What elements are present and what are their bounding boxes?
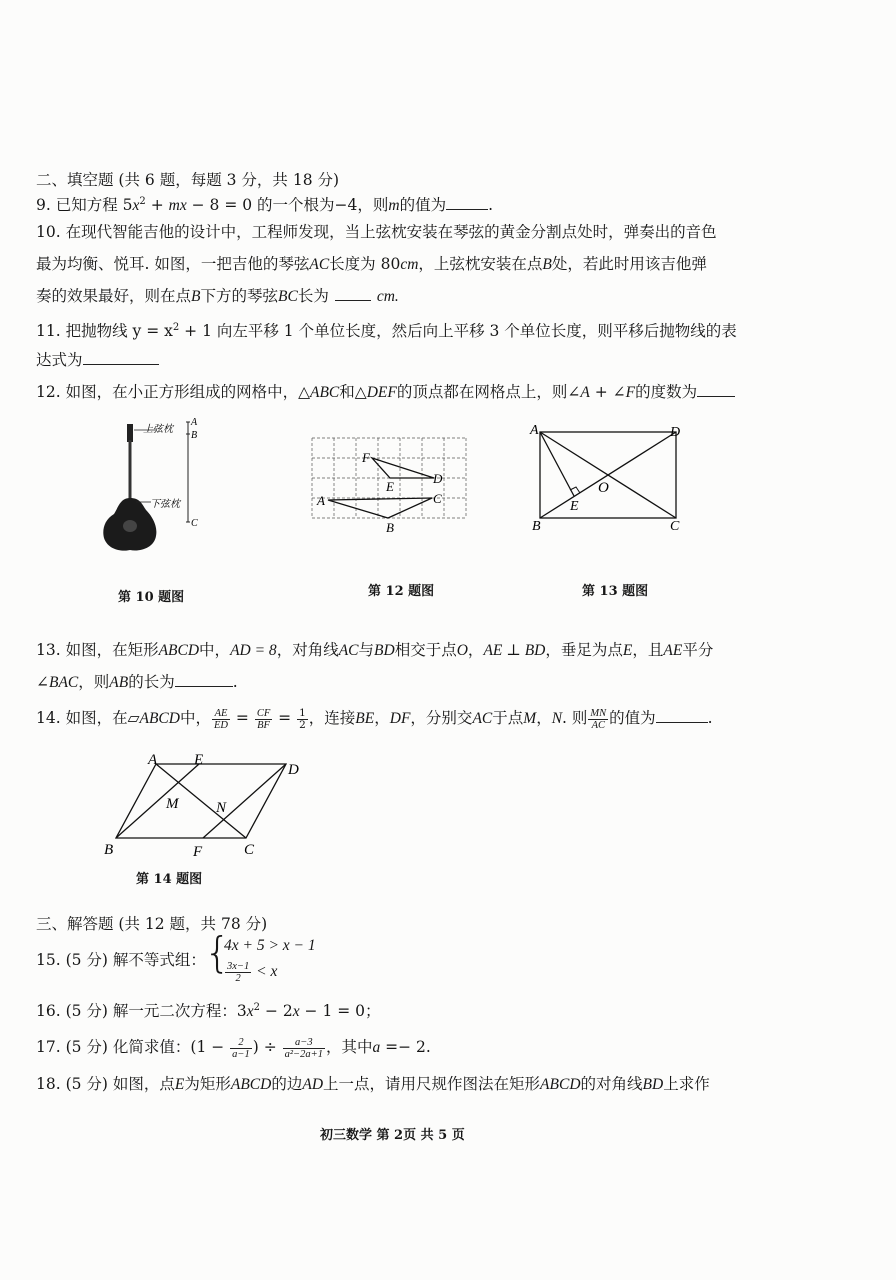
- figure-12-caption: 第 12 题图: [368, 584, 435, 599]
- question-13-line-1: 13. 如图，在矩形ABCD中，AD = 8，对角线AC与BD相交于点O，AE ⊥ BD，垂足为点E，且AE平分: [36, 641, 714, 659]
- inequality-1: 4x + 5 > x − 1: [224, 937, 316, 954]
- question-10-line-1: 10. 在现代智能吉他的设计中，工程师发现，当上弦枕安装在琴弦的黄金分割点处时，弹奏出的音色: [36, 223, 717, 241]
- point-A-label: A: [191, 417, 198, 428]
- system-brace: {: [204, 928, 231, 977]
- answer-blank-13[interactable]: [175, 672, 233, 687]
- point-M-label: M: [166, 796, 179, 812]
- answer-blank-11[interactable]: [83, 350, 159, 365]
- figure-10-caption: 第 10 题图: [118, 590, 185, 605]
- point-F-label: F: [362, 450, 370, 465]
- answer-blank-10[interactable]: [335, 286, 371, 301]
- point-C-label: C: [191, 518, 198, 529]
- figure-10-guitar: [96, 410, 216, 560]
- point-B-label: B: [386, 520, 394, 535]
- answer-blank-14[interactable]: [656, 708, 708, 723]
- grid-lines: [312, 438, 466, 518]
- point-E-label: E: [194, 752, 204, 768]
- point-C-label: C: [244, 842, 255, 858]
- triangle-ABC: [328, 498, 432, 518]
- figure-13-caption: 第 13 题图: [582, 584, 649, 599]
- upper-nut-label: 上弦枕: [143, 424, 173, 435]
- question-12: 12. 如图，在小正方形组成的网格中，△ABC和△DEF的顶点都在网格点上，则∠A + ∠F的度数为: [36, 382, 735, 403]
- point-O-label: O: [598, 480, 609, 496]
- question-11-line-2: 达式为: [36, 350, 159, 370]
- point-D-label: D: [288, 762, 299, 778]
- point-C-label: C: [433, 491, 442, 506]
- section-3-title: 三、解答题 (共 12 题，共 78 分): [36, 915, 268, 933]
- point-A-label: A: [148, 752, 158, 768]
- point-N-label: N: [216, 800, 227, 816]
- triangle-DEF: [372, 458, 434, 478]
- segment-AE: [540, 432, 574, 496]
- guitar-body: [103, 424, 156, 551]
- segment-BE: [116, 764, 199, 838]
- question-9: 9. 已知方程 $5x^2$ + mx − 8 = 0 的一个根为−4，则m的值为 .: [36, 196, 494, 215]
- question-10-line-2: 最为均衡、悦耳. 如图，一把吉他的琴弦AC长度为 80cm，上弦枕安装在点B处，若此时用该吉他弹: [36, 255, 707, 273]
- question-14: 14. 如图，在▱ABCD中， $\frac{AE}{ED}$ = $\frac{CF}{BF}$ = $\frac{1}{2}$ ，连接BE，DF，分别交AC于点M，N. 则 $\frac{MN}{AC}$ 的值为 .: [36, 706, 713, 731]
- question-18: 18. (5 分) 如图，点E为矩形ABCD的边AD上一点，请用尺规作图法在矩形ABCD的对角线BD上求作: [36, 1075, 710, 1093]
- inequality-2: $\frac{3x-1}{2}$ < x: [227, 960, 278, 984]
- point-F-label: F: [193, 844, 203, 860]
- lower-nut-label: 下弦枕: [150, 499, 180, 510]
- point-B-label: B: [191, 430, 198, 441]
- point-C-label: C: [670, 519, 680, 534]
- page-footer: 初三数学 第 2页 共 5 页: [320, 1128, 465, 1143]
- answer-blank-12[interactable]: [697, 382, 735, 397]
- question-13-line-2: ∠BAC，则AB的长为 .: [36, 673, 238, 691]
- point-A-label: A: [317, 493, 325, 508]
- figure-12-grid: [306, 432, 476, 537]
- figure-14-parallelogram: [96, 748, 316, 863]
- point-A-label: A: [530, 423, 539, 438]
- triangles: [328, 458, 434, 518]
- question-17: 17. (5 分) 化简求值：(1 − $\frac{2}{a-1}$ ) ÷ $\frac{a-3}{\text{a²−2a+1}}$ ，其中a =− 2.: [36, 1036, 431, 1060]
- point-E-label: E: [570, 499, 579, 514]
- figure-13-rectangle: [526, 420, 696, 540]
- point-E-label: E: [386, 479, 394, 494]
- point-D-label: D: [433, 471, 443, 486]
- answer-blank-9[interactable]: [446, 195, 488, 210]
- question-11-line-1: 11. 把抛物线 $y = x^2 + 1$ 向左平移 1 个单位长度，然后向上平移 3 个单位长度，则平移后抛物线的表: [36, 322, 737, 341]
- figure-14-caption: 第 14 题图: [136, 872, 203, 887]
- section-2-title: 二、填空题 (共 6 题，每题 3 分，共 18 分): [36, 171, 340, 189]
- point-B-label: B: [104, 842, 114, 858]
- question-16: 16. (5 分) 解一元二次方程：$3x^2 - 2x - 1 = 0$；: [36, 1002, 381, 1021]
- question-15-label: 15. (5 分) 解不等式组：: [36, 951, 206, 969]
- point-B-label: B: [532, 519, 541, 534]
- point-D-label: D: [670, 425, 681, 440]
- question-10-line-3: 奏的效果最好，则在点B下方的琴弦BC长为 cm.: [36, 287, 399, 305]
